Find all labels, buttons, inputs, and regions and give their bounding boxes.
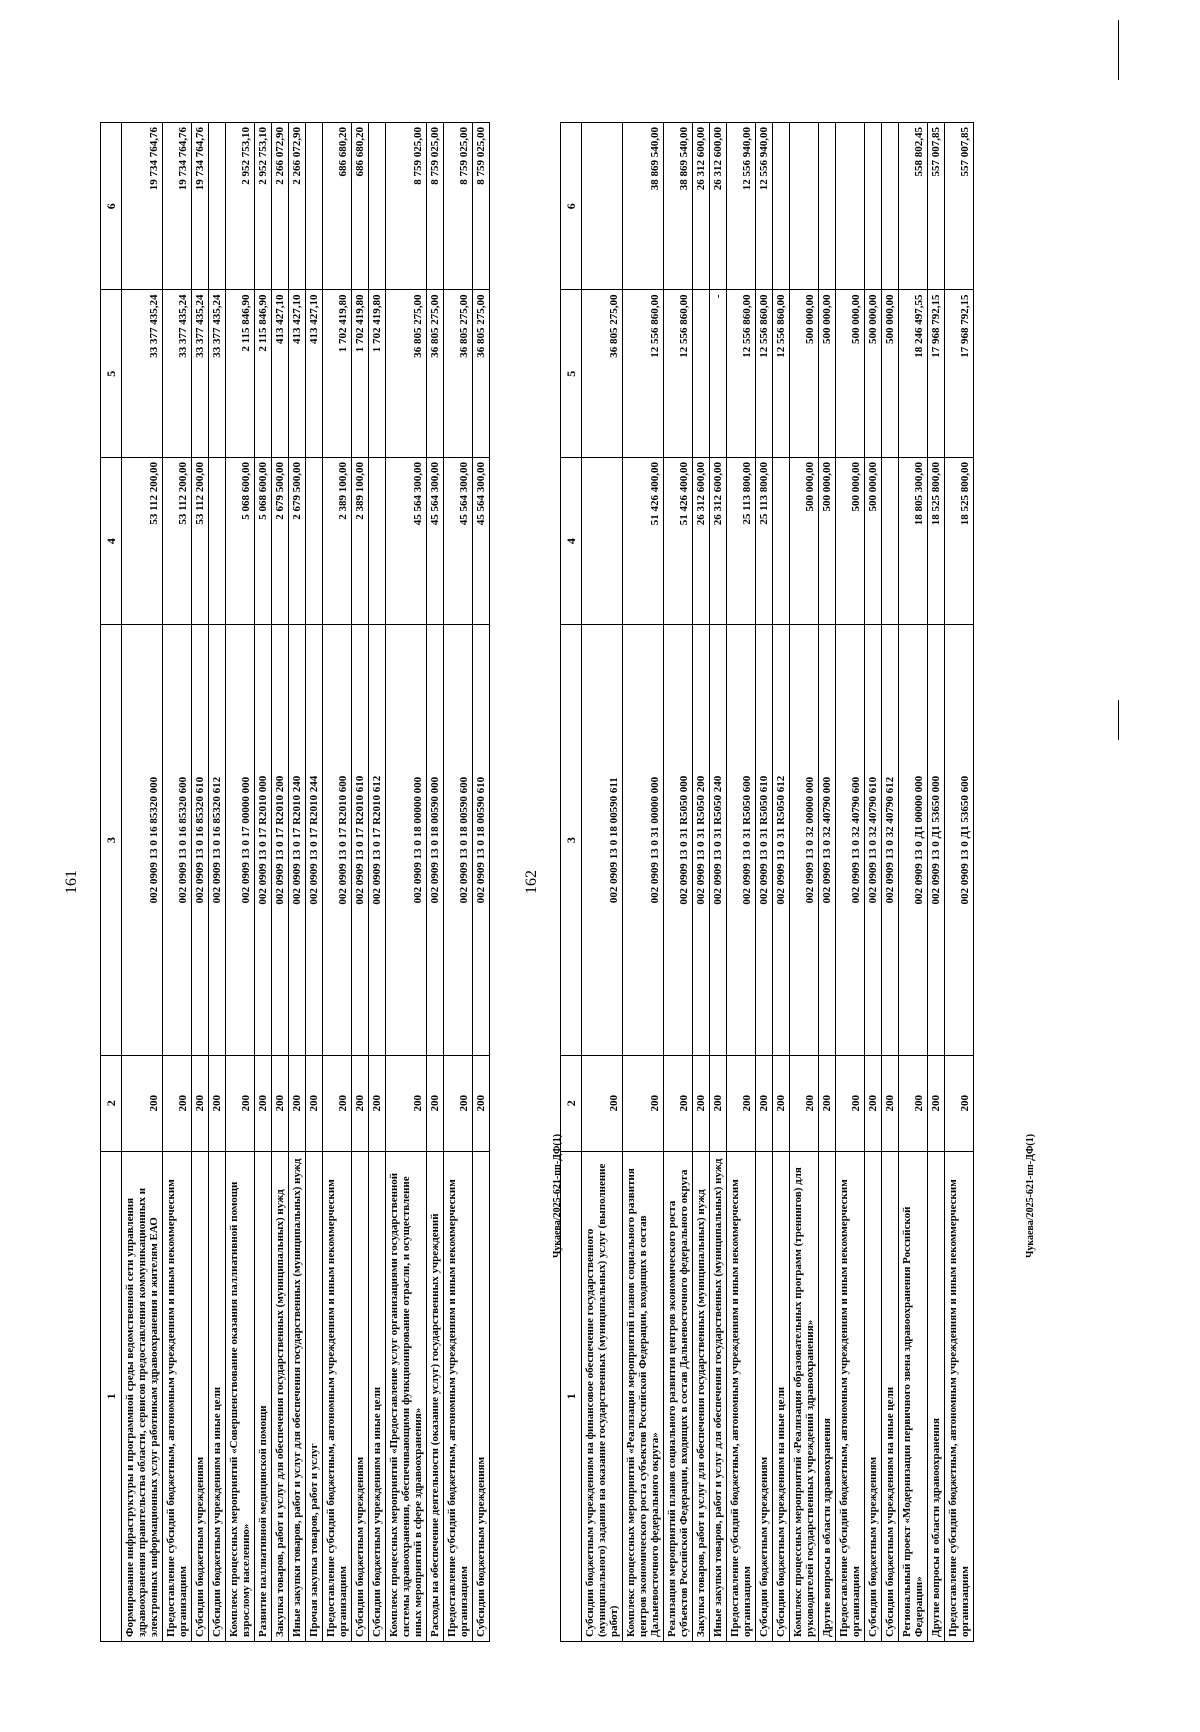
row-amount-cell: 2 952 753,10 [226,123,255,291]
row-amount-cell: 500 000,00 [865,290,882,457]
row-group-cell: 200 [773,1055,790,1151]
row-amount-cell: 19 734 764,76 [122,123,163,291]
row-code-cell: 002 0909 13 0 17 R2010 240 [289,625,306,1056]
table-row [582,123,623,1642]
row-amount-cell [209,457,226,624]
row-code-cell: 002 0909 13 0 32 40790 610 [865,625,882,1056]
row-group-cell: 200 [899,1055,928,1151]
table-row [664,123,693,1642]
row-name-cell: Субсидии бюджетным учреждениям [756,1151,773,1641]
row-name-cell: Предоставление субсидий бюджетным, автономным учреждениям и иным некоммерческим организациям [727,1151,756,1641]
row-code-cell: 002 0909 13 0 17 R2010 200 [272,625,289,1056]
row-group-cell: 200 [306,1055,323,1151]
row-code-cell: 002 0909 13 0 31 R5050 610 [756,625,773,1056]
table-row [352,123,369,1642]
row-group-cell: 200 [836,1055,865,1151]
row-amount-cell: 1 702 419,80 [369,290,386,457]
column-header: 6 [101,123,122,291]
row-amount-cell: 1 702 419,80 [352,290,369,457]
row-group-cell: 200 [790,1055,819,1151]
table-row [899,123,928,1642]
row-code-cell: 002 0909 13 0 18 00590 611 [582,625,623,1056]
row-group-cell: 200 [664,1055,693,1151]
row-group-cell: 200 [386,1055,427,1151]
row-name-cell: Субсидии бюджетным учреждениям на иные цели [773,1151,790,1641]
row-amount-cell [819,123,836,291]
row-amount-cell: 53 112 200,00 [122,457,163,624]
row-name-cell: Формирование инфраструктуры и программной среды ведомственной сети управления здравоохранения правительства области, сервисов предоставления коммуникационных и электронных информационных услуг работникам здравоохранения и жителям ЕАО [122,1151,163,1641]
row-amount-cell: 500 000,00 [865,457,882,624]
row-amount-cell [836,123,865,291]
row-amount-cell: 500 000,00 [836,290,865,457]
table-row [444,123,473,1642]
row-amount-cell: 500 000,00 [882,290,899,457]
row-amount-cell [865,123,882,291]
row-amount-cell: 8 759 025,00 [444,123,473,291]
row-group-cell: 200 [369,1055,386,1151]
row-group-cell: 200 [945,1055,974,1151]
table-header-row [561,123,582,1642]
row-name-cell: Другие вопросы в области здравоохранения [819,1151,836,1641]
table-row [882,123,899,1642]
row-group-cell: 200 [272,1055,289,1151]
row-group-cell: 200 [226,1055,255,1151]
row-amount-cell: 36 805 275,00 [473,290,490,457]
row-name-cell: Иные закупки товаров, работ и услуг для обеспечения государственных (муниципальных) нужд [289,1151,306,1641]
row-amount-cell: 1 702 419,80 [323,290,352,457]
column-header: 5 [101,290,122,457]
row-name-cell: Предоставление субсидий бюджетным, автономным учреждениям и иным некоммерческим организациям [444,1151,473,1641]
row-amount-cell: 26 312 600,00 [693,457,710,624]
budget-table [100,122,490,1642]
row-name-cell: Субсидии бюджетным учреждениям на иные цели [209,1151,226,1641]
column-header: 3 [561,625,582,1056]
row-amount-cell [790,123,819,291]
row-amount-cell: 12 556 940,00 [727,123,756,291]
row-group-cell: 200 [163,1055,192,1151]
row-name-cell: Расходы на обеспечение деятельности (оказание услуг) государственных учреждений [427,1151,444,1641]
row-code-cell: 002 0909 13 0 Д1 53650 000 [928,625,945,1056]
row-amount-cell: 19 734 764,76 [192,123,209,291]
row-name-cell: Субсидии бюджетным учреждениям на финансовое обеспечение государственного (муниципального) задания на оказание государственных (муниципальных) услуг (выполнение работ) [582,1151,623,1641]
row-amount-cell: 18 525 800,00 [928,457,945,624]
row-amount-cell: 558 802,45 [899,123,928,291]
row-code-cell: 002 0909 13 0 Д1 53650 600 [945,625,974,1056]
row-code-cell: 002 0909 13 0 18 00590 610 [473,625,490,1056]
row-amount-cell: 25 113 800,00 [756,457,773,624]
row-amount-cell: 2 115 846,90 [255,290,272,457]
row-name-cell: Региональный проект «Модернизация первичного звена здравоохранения Российской Федерации» [899,1151,928,1641]
row-amount-cell: 686 680,20 [352,123,369,291]
row-name-cell: Реализация мероприятий планов социального развития центров экономического роста субъектов Российской Федерации, входящих в состав Дальневосточного федерального округа [664,1151,693,1641]
row-amount-cell [882,123,899,291]
table-row [756,123,773,1642]
row-amount-cell: 8 759 025,00 [386,123,427,291]
row-code-cell: 002 0909 13 0 18 00000 000 [386,625,427,1056]
row-name-cell: Субсидии бюджетным учреждениям [473,1151,490,1641]
row-amount-cell: 18 805 300,00 [899,457,928,624]
row-amount-cell: 500 000,00 [790,457,819,624]
row-amount-cell: 12 556 860,00 [623,290,664,457]
row-amount-cell: 36 805 275,00 [444,290,473,457]
row-amount-cell: 12 556 860,00 [664,290,693,457]
table-row [865,123,882,1642]
row-amount-cell: 19 734 764,76 [163,123,192,291]
table-row [727,123,756,1642]
row-code-cell: 002 0909 13 0 32 40790 000 [819,625,836,1056]
row-name-cell: Комплекс процессных мероприятий «Совершенствование оказания паллиативной помощи взрослому населению» [226,1151,255,1641]
table-row [945,123,974,1642]
table-row [323,123,352,1642]
row-amount-cell: 686 680,20 [323,123,352,291]
row-amount-cell: 17 968 792,15 [928,290,945,457]
row-name-cell: Иные закупки товаров, работ и услуг для обеспечения государственных (муниципальных) нужд [710,1151,727,1641]
row-amount-cell: 12 556 860,00 [773,290,790,457]
row-amount-cell: 18 246 497,55 [899,290,928,457]
row-amount-cell: 8 759 025,00 [473,123,490,291]
row-amount-cell: 2 952 753,10 [255,123,272,291]
row-group-cell: 200 [122,1055,163,1151]
row-group-cell: 200 [427,1055,444,1151]
row-name-cell: Закупка товаров, работ и услуг для обеспечения государственных (муниципальных) нужд [272,1151,289,1641]
table-row [289,123,306,1642]
row-name-cell: Субсидии бюджетным учреждениям [192,1151,209,1641]
row-amount-cell: 51 426 400,00 [664,457,693,624]
row-amount-cell: 26 312 600,00 [710,457,727,624]
column-header: 2 [561,1055,582,1151]
row-name-cell: Закупка товаров, работ и услуг для обеспечения государственных (муниципальных) нужд [693,1151,710,1641]
column-header: 2 [101,1055,122,1151]
row-amount-cell: 8 759 025,00 [427,123,444,291]
row-code-cell: 002 0909 13 0 16 85320 610 [192,625,209,1056]
row-group-cell: 200 [255,1055,272,1151]
row-amount-cell: 26 312 600,00 [710,123,727,291]
row-amount-cell [306,457,323,624]
table-row [928,123,945,1642]
row-name-cell: Субсидии бюджетным учреждениям на иные цели [882,1151,899,1641]
table-header-row [101,123,122,1642]
row-amount-cell: 12 556 860,00 [727,290,756,457]
row-group-cell: 200 [473,1055,490,1151]
row-amount-cell: 53 112 200,00 [192,457,209,624]
row-code-cell: 002 0909 13 0 32 00000 000 [790,625,819,1056]
row-code-cell: 002 0909 13 0 31 R5050 200 [693,625,710,1056]
row-amount-cell: 33 377 435,24 [122,290,163,457]
row-amount-cell: 557 007,85 [945,123,974,291]
column-header: 4 [561,457,582,624]
row-name-cell: Субсидии бюджетным учреждениям [352,1151,369,1641]
row-amount-cell: 500 000,00 [836,457,865,624]
column-header: 4 [101,457,122,624]
row-amount-cell: 45 564 300,00 [473,457,490,624]
row-code-cell: 002 0909 13 0 17 R2010 244 [306,625,323,1056]
row-name-cell: Предоставление субсидий бюджетным, автономным учреждениям и иным некоммерческим организациям [163,1151,192,1641]
row-amount-cell [582,123,623,291]
row-amount-cell: 500 000,00 [819,457,836,624]
budget-table [560,122,974,1642]
row-amount-cell: 17 968 792,15 [945,290,974,457]
row-code-cell: 002 0909 13 0 32 40790 612 [882,625,899,1056]
row-group-cell: 200 [756,1055,773,1151]
row-amount-cell [369,457,386,624]
row-amount-cell: 18 525 800,00 [945,457,974,624]
row-amount-cell: 33 377 435,24 [163,290,192,457]
table-row [790,123,819,1642]
row-amount-cell [882,457,899,624]
row-amount-cell: 413 427,10 [272,290,289,457]
row-amount-cell: 5 068 600,00 [255,457,272,624]
row-group-cell: 200 [727,1055,756,1151]
row-name-cell: Комплекс процессных мероприятий «Реализация мероприятий планов социального развития центров экономического роста субъектов Российской Федерации, входящих в состав Дальневосточного федерального округа» [623,1151,664,1641]
row-amount-cell: 45 564 300,00 [444,457,473,624]
row-code-cell: 002 0909 13 0 16 85320 600 [163,625,192,1056]
row-code-cell: 002 0909 13 0 31 00000 000 [623,625,664,1056]
row-amount-cell: 2 389 100,00 [323,457,352,624]
row-name-cell: Развитие паллиативной медицинской помощи [255,1151,272,1641]
row-name-cell: Предоставление субсидий бюджетным, автономным учреждениям и иным некоммерческим организациям [323,1151,352,1641]
row-name-cell: Предоставление субсидий бюджетным, автономным учреждениям и иным некоммерческим организациям [945,1151,974,1641]
row-group-cell: 200 [192,1055,209,1151]
row-code-cell: 002 0909 13 0 16 85320 000 [122,625,163,1056]
column-header: 6 [561,123,582,291]
row-amount-cell: 413 427,10 [306,290,323,457]
row-group-cell: 200 [444,1055,473,1151]
row-amount-cell: 53 112 200,00 [163,457,192,624]
page-number: 161 [63,870,80,894]
table-row [369,123,386,1642]
row-amount-cell [369,123,386,291]
column-header: 3 [101,625,122,1056]
row-code-cell: 002 0909 13 0 31 R5050 240 [710,625,727,1056]
row-code-cell: 002 0909 13 0 31 R5050 000 [664,625,693,1056]
row-group-cell: 200 [582,1055,623,1151]
row-code-cell: 002 0909 13 0 31 R5050 600 [727,625,756,1056]
page-161 [63,122,630,1642]
row-code-cell: 002 0909 13 0 18 00590 000 [427,625,444,1056]
row-code-cell: 002 0909 13 0 16 85320 612 [209,625,226,1056]
row-amount-cell: 2 266 072,90 [272,123,289,291]
row-name-cell: Субсидии бюджетным учреждениям [865,1151,882,1641]
row-group-cell: 200 [819,1055,836,1151]
column-header: 5 [561,290,582,457]
table-row [226,123,255,1642]
row-amount-cell [582,457,623,624]
table-row [386,123,427,1642]
row-amount-cell: 45 564 300,00 [386,457,427,624]
row-amount-cell: - [710,290,727,457]
table-row [473,123,490,1642]
row-group-cell: 200 [928,1055,945,1151]
row-amount-cell: 2 679 500,00 [289,457,306,624]
row-group-cell: 200 [882,1055,899,1151]
column-header: 1 [561,1151,582,1641]
row-amount-cell: 2 266 072,90 [289,123,306,291]
row-name-cell: Комплекс процессных мероприятий «Предоставление услуг организациями государственной системы здравоохранения, обеспечивающими функционирование отрасли, и осуществление иных мероприятий в сфере здравоохранения» [386,1151,427,1641]
row-amount-cell: 2 115 846,90 [226,290,255,457]
row-code-cell: 002 0909 13 0 31 R5050 612 [773,625,790,1056]
row-amount-cell: 33 377 435,24 [209,290,226,457]
row-group-cell: 200 [710,1055,727,1151]
row-group-cell: 200 [352,1055,369,1151]
row-code-cell: 002 0909 13 0 17 R2010 610 [352,625,369,1056]
row-amount-cell: 12 556 940,00 [756,123,773,291]
table-row [163,123,192,1642]
row-amount-cell: 33 377 435,24 [192,290,209,457]
row-code-cell: 002 0909 13 0 17 R2010 612 [369,625,386,1056]
row-amount-cell: 45 564 300,00 [427,457,444,624]
row-group-cell: 200 [693,1055,710,1151]
table-row [710,123,727,1642]
row-amount-cell: 38 869 540,00 [623,123,664,291]
table-row [192,123,209,1642]
row-amount-cell [209,123,226,291]
table-row [693,123,710,1642]
row-amount-cell: 500 000,00 [819,290,836,457]
row-amount-cell: 51 426 400,00 [623,457,664,624]
table-row [209,123,226,1642]
row-group-cell: 200 [209,1055,226,1151]
row-amount-cell: 12 556 860,00 [756,290,773,457]
page-footer: Чукаева/2025-621-пп-ДФ(1) [1025,1133,1036,1258]
row-amount-cell: 5 068 600,00 [226,457,255,624]
row-amount-cell: 36 805 275,00 [386,290,427,457]
row-amount-cell: 38 869 540,00 [664,123,693,291]
column-header: 1 [101,1151,122,1641]
table-row [255,123,272,1642]
row-name-cell: Прочая закупка товаров, работ и услуг [306,1151,323,1641]
row-name-cell: Субсидии бюджетным учреждениям на иные цели [369,1151,386,1641]
row-group-cell: 200 [289,1055,306,1151]
row-code-cell: 002 0909 13 0 Д1 00000 000 [899,625,928,1056]
row-group-cell: 200 [323,1055,352,1151]
row-amount-cell: 557 007,85 [928,123,945,291]
row-name-cell: Комплекс процессных мероприятий «Реализация образовательных программ (тренингов) для руководителей государственных учреждений здравоохранения» [790,1151,819,1641]
page-number: 162 [523,870,540,894]
row-name-cell: Другие вопросы в области здравоохранения [928,1151,945,1641]
row-name-cell: Предоставление субсидий бюджетным, автономным учреждениям и иным некоммерческим организациям [836,1151,865,1641]
row-group-cell: 200 [623,1055,664,1151]
row-amount-cell: 36 805 275,00 [582,290,623,457]
row-code-cell: 002 0909 13 0 17 R2010 000 [255,625,272,1056]
table-row [623,123,664,1642]
row-amount-cell [773,457,790,624]
row-code-cell: 002 0909 13 0 17 R2010 600 [323,625,352,1056]
table-row [819,123,836,1642]
table-row [427,123,444,1642]
row-group-cell: 200 [865,1055,882,1151]
row-amount-cell: 2 389 100,00 [352,457,369,624]
row-code-cell: 002 0909 13 0 18 00590 600 [444,625,473,1056]
table-row [836,123,865,1642]
row-code-cell: 002 0909 13 0 17 00000 000 [226,625,255,1056]
table-row [306,123,323,1642]
row-amount-cell: 26 312 600,00 [693,123,710,291]
row-code-cell: 002 0909 13 0 32 40790 600 [836,625,865,1056]
table-row [122,123,163,1642]
page-footer: Чукаева/2025-621-пп-ДФ(1) [552,1133,563,1258]
table-row [773,123,790,1642]
row-amount-cell: 2 679 500,00 [272,457,289,624]
row-amount-cell: 413 427,10 [289,290,306,457]
table-row [272,123,289,1642]
row-amount-cell [693,290,710,457]
row-amount-cell: 36 805 275,00 [427,290,444,457]
row-amount-cell [773,123,790,291]
row-amount-cell: 500 000,00 [790,290,819,457]
row-amount-cell [306,123,323,291]
row-amount-cell: 25 113 800,00 [727,457,756,624]
